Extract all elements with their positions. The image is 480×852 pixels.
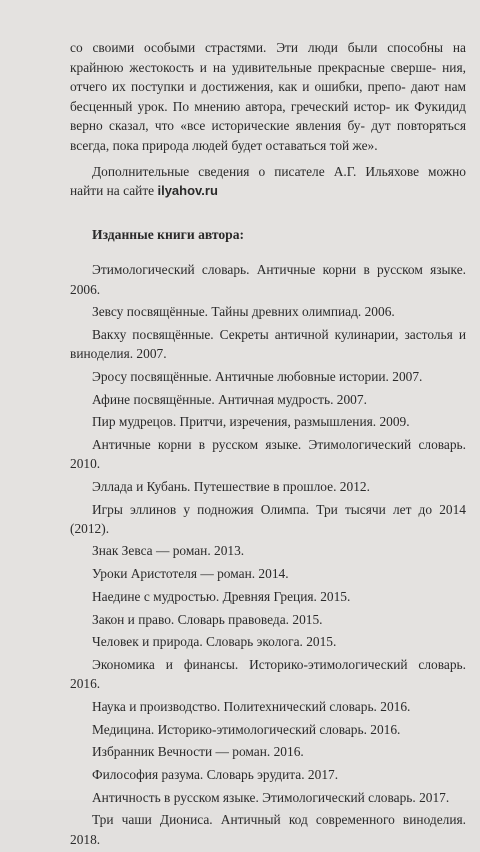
book-entry: Зевсу посвящённые. Тайны древних олимпиад. 2006. — [92, 304, 395, 320]
book-entry: Игры эллинов у подножия Олимпа. Три тысячи лет до 2014 (2012). — [70, 501, 466, 536]
author-info-paragraph — [70, 162, 466, 201]
book-entry: Пир мудрецов. Притчи, изречения, размышления. 2009. — [92, 414, 410, 430]
book-entry: Три чаши Диониса. Античный код современного виноделия. 2018. — [70, 812, 466, 847]
book-entry: Человек и природа. Словарь эколога. 2015. — [92, 634, 337, 650]
intro-line: со своими особыми страстями. Эти люди были способны на — [70, 40, 466, 55]
intro-line: ик Фукидид верно сказал, что «все исторические явления бу- — [70, 98, 466, 134]
book-entry: Экономика и финансы. Историко-этимологический словарь. 2016. — [70, 657, 466, 692]
intro-line: дут повторяться всегда, пока природа людей будет оставаться — [70, 118, 466, 153]
author-website: ilyahov.ru — [157, 183, 218, 199]
book-entry: Наедине с мудростью. Древняя Греция. 2015. — [92, 588, 351, 604]
book-entry: Эллада и Кубань. Путешествие в прошлое. 2012. — [92, 478, 370, 494]
book-entry: Уроки Аристотеля — роман. 2014. — [92, 566, 289, 582]
book-entry: Наука и производство. Политехнический словарь. 2016. — [92, 698, 411, 714]
book-entry: Знак Зевса — роман. 2013. — [92, 543, 245, 559]
books-list — [70, 260, 466, 848]
book-entry: Афине посвящённые. Античная мудрость. 2007. — [92, 391, 367, 407]
author-info-text: Дополнительные сведения о писателе А.Г. Ильяхове можно найти на сайте — [70, 163, 466, 199]
page-content — [70, 38, 466, 852]
intro-line: той же». — [329, 137, 378, 153]
book-entry: Этимологический словарь. Античные корни в русском языке. 2006. — [70, 262, 466, 297]
book-entry: Философия разума. Словарь эрудита. 2017. — [92, 767, 339, 783]
intro-line: крайнюю жестокость и на удивительные прекрасные сверше- — [70, 59, 437, 75]
intro-line: дают нам бесценный урок. По мнению автора, греческий истор- — [70, 79, 466, 114]
book-entry: Закон и право. Словарь правоведа. 2015. — [92, 611, 323, 627]
book-entry: Античные корни в русском языке. Этимологический словарь. 2010. — [70, 436, 466, 472]
intro-line: ния, отчего их поступки и достижения, как и ошибки, препо- — [70, 59, 466, 95]
books-heading: Изданные книги автора: — [92, 226, 245, 242]
book-entry: Вакху посвящённые. Секреты античной кулинарии, застолья и виноделия. 2007. — [70, 326, 466, 362]
intro-paragraph — [70, 38, 466, 156]
book-entry: Избранник Вечности — роман. 2016. — [92, 744, 304, 760]
book-entry: Античность в русском языке. Этимологический словарь. 2017. — [92, 789, 450, 805]
book-entry: Эросу посвящённые. Античные любовные истории. 2007. — [92, 368, 423, 384]
book-entry: Медицина. Историко-этимологический словарь. 2016. — [92, 721, 401, 737]
